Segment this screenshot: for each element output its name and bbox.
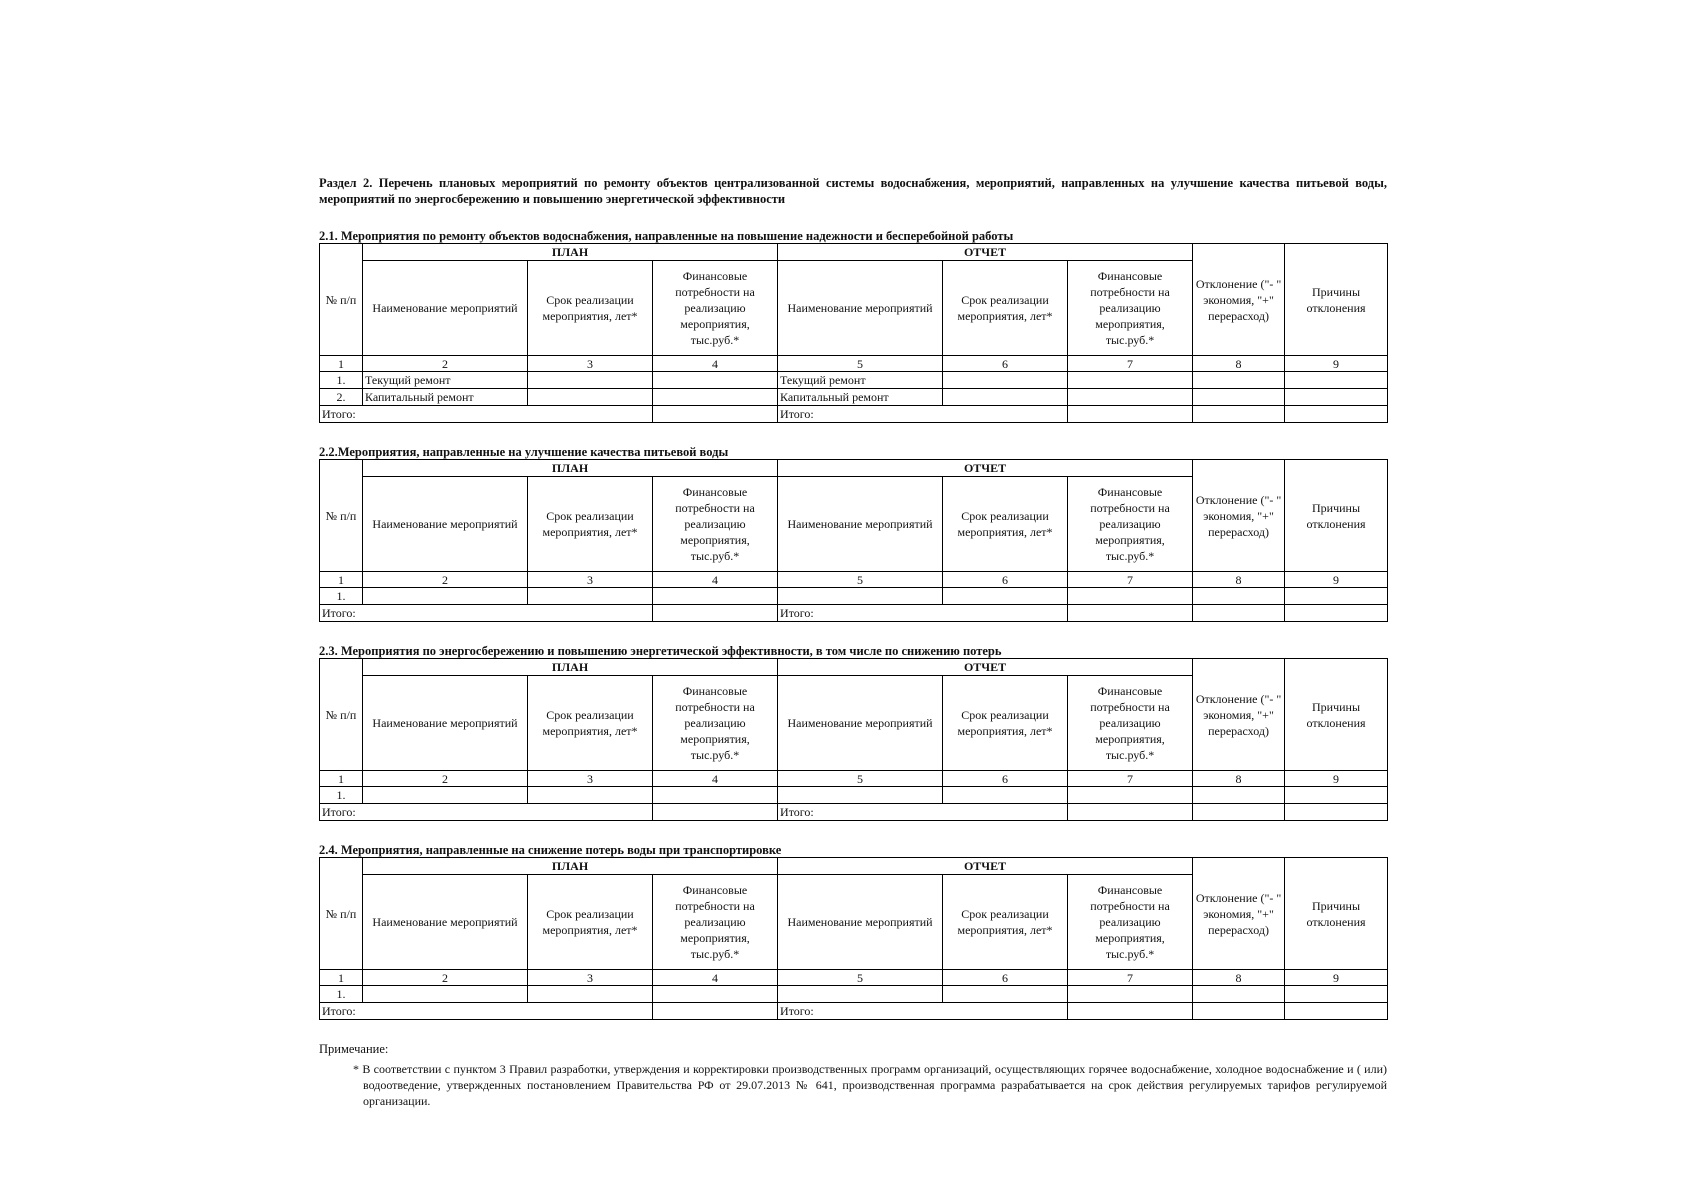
- header-report-name: Наименование мероприятий: [778, 477, 943, 572]
- column-number: 6: [943, 771, 1068, 787]
- table-row: [320, 588, 1388, 605]
- header-plan: ПЛАН: [363, 460, 778, 477]
- reasons-cell: [1285, 787, 1388, 804]
- total-deviation: [1193, 804, 1285, 821]
- report-total-label: Итого:: [778, 804, 1068, 821]
- report-term-cell: [943, 986, 1068, 1003]
- header-plan-finance: Финансовые потребности на реализацию мероприятия, тыс.руб.*: [653, 261, 778, 356]
- header-reasons: Причины отклонения: [1285, 858, 1388, 970]
- column-number: 1: [320, 970, 363, 986]
- header-report-name: Наименование мероприятий: [778, 875, 943, 970]
- column-number: 3: [528, 970, 653, 986]
- reasons-cell: [1285, 389, 1388, 406]
- plan-total-label: Итого:: [320, 406, 653, 423]
- column-number: 7: [1068, 970, 1193, 986]
- column-number: 5: [778, 356, 943, 372]
- report-finance-cell: [1068, 588, 1193, 605]
- plan-term-cell: [528, 588, 653, 605]
- row-num: 2.: [320, 389, 363, 406]
- header-plan-name: Наименование мероприятий: [363, 261, 528, 356]
- header-plan-finance: Финансовые потребности на реализацию мероприятия, тыс.руб.*: [653, 875, 778, 970]
- table-row: [320, 986, 1388, 1003]
- report-finance-cell: [1068, 986, 1193, 1003]
- header-plan-finance: Финансовые потребности на реализацию мероприятия, тыс.руб.*: [653, 676, 778, 771]
- plan-total-finance: [653, 1003, 778, 1020]
- header-deviation: Отклонение ("- " экономия, "+" перерасход): [1193, 858, 1285, 970]
- report-name-cell: [778, 986, 943, 1003]
- report-name-cell: Текущий ремонт: [778, 372, 943, 389]
- note-text: * В соответствии с пунктом 3 Правил разработки, утверждения и корректировки производственных программ организаций, осуществляющих горячее водоснабжение, холодное водоснабжение и ( или) водоотведение, утвержденных постановлением Правительства РФ от 29.07.2013 № 641, производственная программа разрабатывается на срок действия регулируемых тарифов регулируемой организации.: [353, 1062, 1387, 1108]
- column-number: 4: [653, 572, 778, 588]
- header-reasons: Причины отклонения: [1285, 659, 1388, 771]
- document-content: [319, 175, 1387, 1109]
- header-reasons: Причины отклонения: [1285, 460, 1388, 572]
- header-plan-term: Срок реализации мероприятия, лет*: [528, 875, 653, 970]
- report-term-cell: [943, 787, 1068, 804]
- plan-term-cell: [528, 986, 653, 1003]
- total-deviation: [1193, 406, 1285, 423]
- column-number: 6: [943, 356, 1068, 372]
- header-deviation: Отклонение ("- " экономия, "+" перерасход): [1193, 659, 1285, 771]
- section-title: 2.3. Мероприятия по энергосбережению и повышению энергетической эффективности, в том числе по снижению потерь: [319, 644, 1002, 658]
- column-number: 7: [1068, 356, 1193, 372]
- plan-finance-cell: [653, 986, 778, 1003]
- column-number: 8: [1193, 970, 1285, 986]
- plan-finance-cell: [653, 389, 778, 406]
- report-total-finance: [1068, 406, 1193, 423]
- header-num: № п/п: [320, 460, 363, 572]
- plan-name-cell: [363, 787, 528, 804]
- row-num: 1.: [320, 787, 363, 804]
- column-number: 3: [528, 771, 653, 787]
- header-plan-name: Наименование мероприятий: [363, 875, 528, 970]
- column-number: 9: [1285, 771, 1388, 787]
- column-number: 6: [943, 572, 1068, 588]
- section-table: [319, 658, 1388, 821]
- section-table: [319, 243, 1388, 423]
- column-number: 2: [363, 572, 528, 588]
- plan-total-label: Итого:: [320, 1003, 653, 1020]
- header-plan-finance: Финансовые потребности на реализацию мероприятия, тыс.руб.*: [653, 477, 778, 572]
- header-report: ОТЧЕТ: [778, 244, 1193, 261]
- main-title: Раздел 2. Перечень плановых мероприятий по ремонту объектов централизованной системы водоснабжения, мероприятий, направленных на улучшение качества питьевой воды, мероприятий по энергосбережению и повышению энергетической эффективности: [319, 176, 1387, 206]
- column-number: 9: [1285, 970, 1388, 986]
- column-number: 3: [528, 572, 653, 588]
- section-table: [319, 857, 1388, 1020]
- header-num: № п/п: [320, 858, 363, 970]
- report-finance-cell: [1068, 389, 1193, 406]
- report-finance-cell: [1068, 787, 1193, 804]
- report-term-cell: [943, 389, 1068, 406]
- column-number: 7: [1068, 771, 1193, 787]
- plan-name-cell: [363, 986, 528, 1003]
- column-number: 1: [320, 356, 363, 372]
- column-number: 4: [653, 771, 778, 787]
- section-2: [319, 446, 1387, 622]
- report-total-label: Итого:: [778, 605, 1068, 622]
- column-number: 5: [778, 970, 943, 986]
- plan-term-cell: [528, 372, 653, 389]
- header-plan: ПЛАН: [363, 244, 778, 261]
- column-number: 4: [653, 970, 778, 986]
- header-report-term: Срок реализации мероприятия, лет*: [943, 261, 1068, 356]
- plan-finance-cell: [653, 787, 778, 804]
- section-3: [319, 645, 1387, 821]
- reasons-cell: [1285, 372, 1388, 389]
- section-title: 2.2.Мероприятия, направленные на улучшение качества питьевой воды: [319, 445, 729, 459]
- reasons-cell: [1285, 986, 1388, 1003]
- total-reasons: [1285, 804, 1388, 821]
- section-1: [319, 230, 1387, 423]
- plan-total-finance: [653, 804, 778, 821]
- header-report-finance: Финансовые потребности на реализацию мероприятия, тыс.руб.*: [1068, 477, 1193, 572]
- header-plan-term: Срок реализации мероприятия, лет*: [528, 676, 653, 771]
- total-deviation: [1193, 605, 1285, 622]
- deviation-cell: [1193, 787, 1285, 804]
- report-total-label: Итого:: [778, 406, 1068, 423]
- header-plan: ПЛАН: [363, 858, 778, 875]
- plan-finance-cell: [653, 372, 778, 389]
- section-table: [319, 459, 1388, 622]
- report-name-cell: [778, 588, 943, 605]
- table-row: [320, 787, 1388, 804]
- column-number: 8: [1193, 771, 1285, 787]
- column-number: 4: [653, 356, 778, 372]
- column-number: 8: [1193, 572, 1285, 588]
- plan-total-finance: [653, 605, 778, 622]
- total-row: [320, 1003, 1388, 1020]
- sections-container: [319, 230, 1387, 1020]
- header-plan-term: Срок реализации мероприятия, лет*: [528, 477, 653, 572]
- header-plan: ПЛАН: [363, 659, 778, 676]
- header-plan-term: Срок реализации мероприятия, лет*: [528, 261, 653, 356]
- column-number: 2: [363, 356, 528, 372]
- column-number: 7: [1068, 572, 1193, 588]
- column-number: 1: [320, 771, 363, 787]
- plan-finance-cell: [653, 588, 778, 605]
- header-report-finance: Финансовые потребности на реализацию мероприятия, тыс.руб.*: [1068, 875, 1193, 970]
- section-title: 2.4. Мероприятия, направленные на снижение потерь воды при транспортировке: [319, 843, 782, 857]
- section-title: 2.1. Мероприятия по ремонту объектов водоснабжения, направленные на повышение надежности и бесперебойной работы: [319, 229, 1014, 243]
- header-num: № п/п: [320, 659, 363, 771]
- note-title: Примечание:: [319, 1042, 389, 1056]
- reasons-cell: [1285, 588, 1388, 605]
- column-number: 5: [778, 572, 943, 588]
- header-plan-name: Наименование мероприятий: [363, 676, 528, 771]
- plan-name-cell: Капитальный ремонт: [363, 389, 528, 406]
- total-row: [320, 406, 1388, 423]
- header-report-finance: Финансовые потребности на реализацию мероприятия, тыс.руб.*: [1068, 261, 1193, 356]
- plan-name-cell: [363, 588, 528, 605]
- header-plan-name: Наименование мероприятий: [363, 477, 528, 572]
- report-term-cell: [943, 588, 1068, 605]
- total-row: [320, 605, 1388, 622]
- deviation-cell: [1193, 389, 1285, 406]
- header-report: ОТЧЕТ: [778, 858, 1193, 875]
- header-report-term: Срок реализации мероприятия, лет*: [943, 477, 1068, 572]
- column-number: 2: [363, 970, 528, 986]
- header-reasons: Причины отклонения: [1285, 244, 1388, 356]
- report-finance-cell: [1068, 372, 1193, 389]
- report-total-finance: [1068, 1003, 1193, 1020]
- total-reasons: [1285, 605, 1388, 622]
- deviation-cell: [1193, 372, 1285, 389]
- total-reasons: [1285, 1003, 1388, 1020]
- header-num: № п/п: [320, 244, 363, 356]
- plan-term-cell: [528, 389, 653, 406]
- column-number: 5: [778, 771, 943, 787]
- plan-total-finance: [653, 406, 778, 423]
- total-deviation: [1193, 1003, 1285, 1020]
- total-row: [320, 804, 1388, 821]
- report-name-cell: Капитальный ремонт: [778, 389, 943, 406]
- column-number: 1: [320, 572, 363, 588]
- header-report: ОТЧЕТ: [778, 659, 1193, 676]
- table-row: [320, 389, 1388, 406]
- row-num: 1.: [320, 588, 363, 605]
- report-total-label: Итого:: [778, 1003, 1068, 1020]
- header-report-term: Срок реализации мероприятия, лет*: [943, 676, 1068, 771]
- header-report-term: Срок реализации мероприятия, лет*: [943, 875, 1068, 970]
- plan-total-label: Итого:: [320, 605, 653, 622]
- column-number: 9: [1285, 356, 1388, 372]
- header-report: ОТЧЕТ: [778, 460, 1193, 477]
- column-number: 6: [943, 970, 1068, 986]
- column-number: 3: [528, 356, 653, 372]
- report-name-cell: [778, 787, 943, 804]
- deviation-cell: [1193, 986, 1285, 1003]
- column-number: 9: [1285, 572, 1388, 588]
- deviation-cell: [1193, 588, 1285, 605]
- header-report-name: Наименование мероприятий: [778, 676, 943, 771]
- section-4: [319, 844, 1387, 1020]
- row-num: 1.: [320, 372, 363, 389]
- plan-name-cell: Текущий ремонт: [363, 372, 528, 389]
- plan-term-cell: [528, 787, 653, 804]
- header-deviation: Отклонение ("- " экономия, "+" перерасход): [1193, 460, 1285, 572]
- report-term-cell: [943, 372, 1068, 389]
- total-reasons: [1285, 406, 1388, 423]
- header-report-name: Наименование мероприятий: [778, 261, 943, 356]
- table-row: [320, 372, 1388, 389]
- header-deviation: Отклонение ("- " экономия, "+" перерасход): [1193, 244, 1285, 356]
- column-number: 2: [363, 771, 528, 787]
- report-total-finance: [1068, 605, 1193, 622]
- header-report-finance: Финансовые потребности на реализацию мероприятия, тыс.руб.*: [1068, 676, 1193, 771]
- report-total-finance: [1068, 804, 1193, 821]
- row-num: 1.: [320, 986, 363, 1003]
- column-number: 8: [1193, 356, 1285, 372]
- plan-total-label: Итого:: [320, 804, 653, 821]
